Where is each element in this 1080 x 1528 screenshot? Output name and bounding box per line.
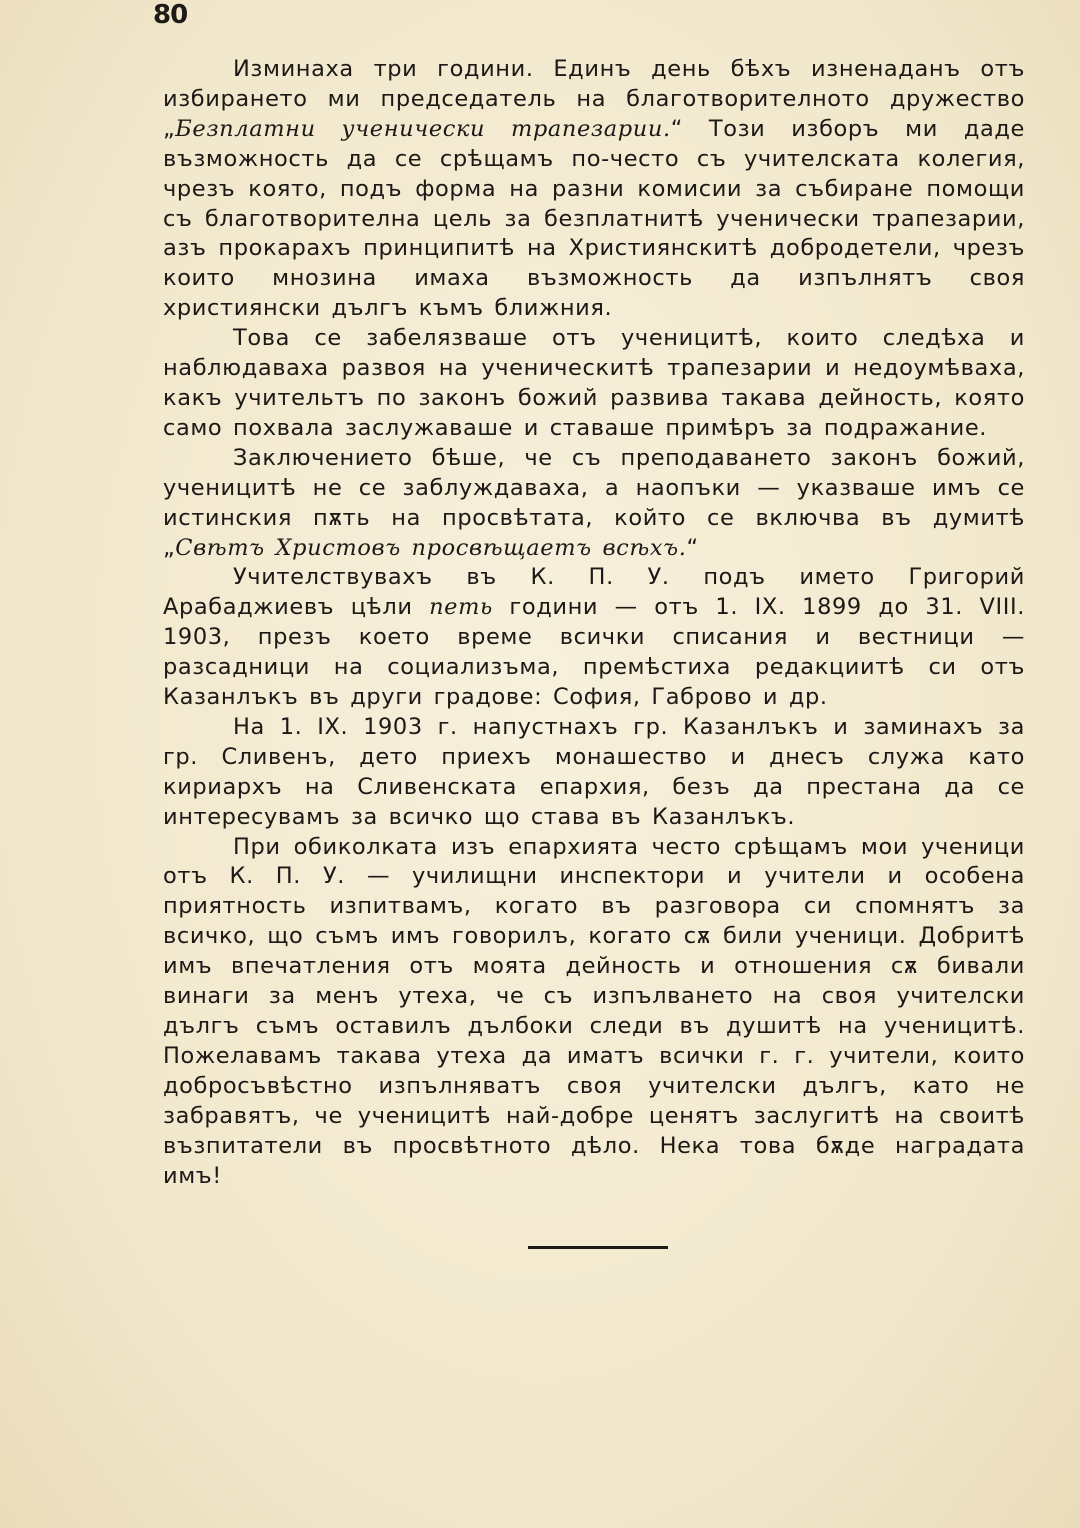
end-of-chapter-rule [528, 1246, 668, 1249]
paragraph-3 [163, 444, 1025, 564]
paragraph-1 [163, 55, 1025, 324]
paragraph-2 [163, 324, 1025, 444]
paragraph-6-text-1: При обиколката изъ епархията често срѣщамъ мои ученици отъ К. П. У. — училищни инспектори и учители и особена приятность изпитвамъ, когато въ разговора си спомнятъ за всичко, що съмъ имъ говорилъ, когато сѫ били ученици. Добритѣ имъ впечатления отъ моята дейность и отношения сѫ бивали винаги за менъ утеха, че съ изпълването на своя учителски дългъ съмъ оставилъ дълбоки следи въ душитѣ на ученицитѣ. Пожелавамъ такава утеха да иматъ всички г. г. учители, които добросъвѣстно изпълняватъ своя учителски дългъ, като не забравятъ, че ученицитѣ най-добре ценятъ заслугитѣ на своитѣ възпитатели въ просвѣтното дѣло. Нека това бѫде наградата имъ! [163, 833, 1025, 1189]
paragraph-4 [163, 563, 1025, 713]
paragraph-5-text-1: На 1. IX. 1903 г. напустнахъ гр. Казанлъкъ и заминахъ за гр. Сливенъ, дето приехъ монашество и днесъ служа като кириархъ на Сливенската епархия, безъ да престана да се интересувамъ за всичко що става въ Казанлъкъ. [163, 713, 1025, 830]
paragraph-5 [163, 713, 1025, 833]
paragraph-1-text-1: Изминаха три години. Единъ день бѣхъ изненаданъ отъ избирането ми председатель на благотворителното дружество „ [163, 56, 1025, 142]
paragraph-3-text-2: “ [686, 534, 699, 561]
paragraph-4-italic-five: петь [429, 594, 493, 621]
paragraph-4-text-1: Учителствувахъ въ К. П. У. подъ името Григорий Арабаджиевъ цѣли [163, 564, 1025, 621]
paragraph-3-text-1: Заключението бѣше, че съ преподаването законъ божий, ученицитѣ не се заблуждаваха, а наопъки — указваше имъ се истинския пѫть на просвѣтата, който се включва въ думитѣ „ [163, 444, 1025, 561]
paragraph-2-text-1: Това се забелязваше отъ ученицитѣ, които следѣха и наблюдаваха развоя на ученическитѣ трапезарии и недоумѣваха, какъ учительтъ по законъ божий развива такава дейность, която само похвала заслужаваше и ставаше примѣръ за подражание. [163, 325, 1025, 441]
page-number: 80 [153, 0, 188, 30]
paragraph-1-italic-society-name: Безплатни ученически трапезарии. [175, 115, 671, 142]
body-text [163, 55, 1025, 1191]
paragraph-4-text-2: години — отъ 1. IX. 1899 до 31. VIII. 1903, презъ което време всички списания и вестници — разсадници на социализъма, премѣстиха редакциитѣ си отъ Казанлъкъ въ други градове: София, Габрово и др. [163, 594, 1025, 711]
paragraph-3-italic-quote: Свѣтъ Христовъ просвѣщаетъ всѣхъ. [175, 534, 687, 561]
paragraph-6 [163, 833, 1025, 1192]
paragraph-1-text-2: “ Този изборъ ми даде възможность да се срѣщамъ по-често съ учителската колегия, чрезъ която, подъ форма на разни комисии за събиране помощи съ благотворителна цель за безплатнитѣ ученически трапезарии, азъ прокарахъ принципитѣ на Християнскитѣ добродетели, чрезъ които мнозина имаха възможность да изпълнятъ своя християнски дългъ къмъ ближния. [163, 115, 1026, 322]
